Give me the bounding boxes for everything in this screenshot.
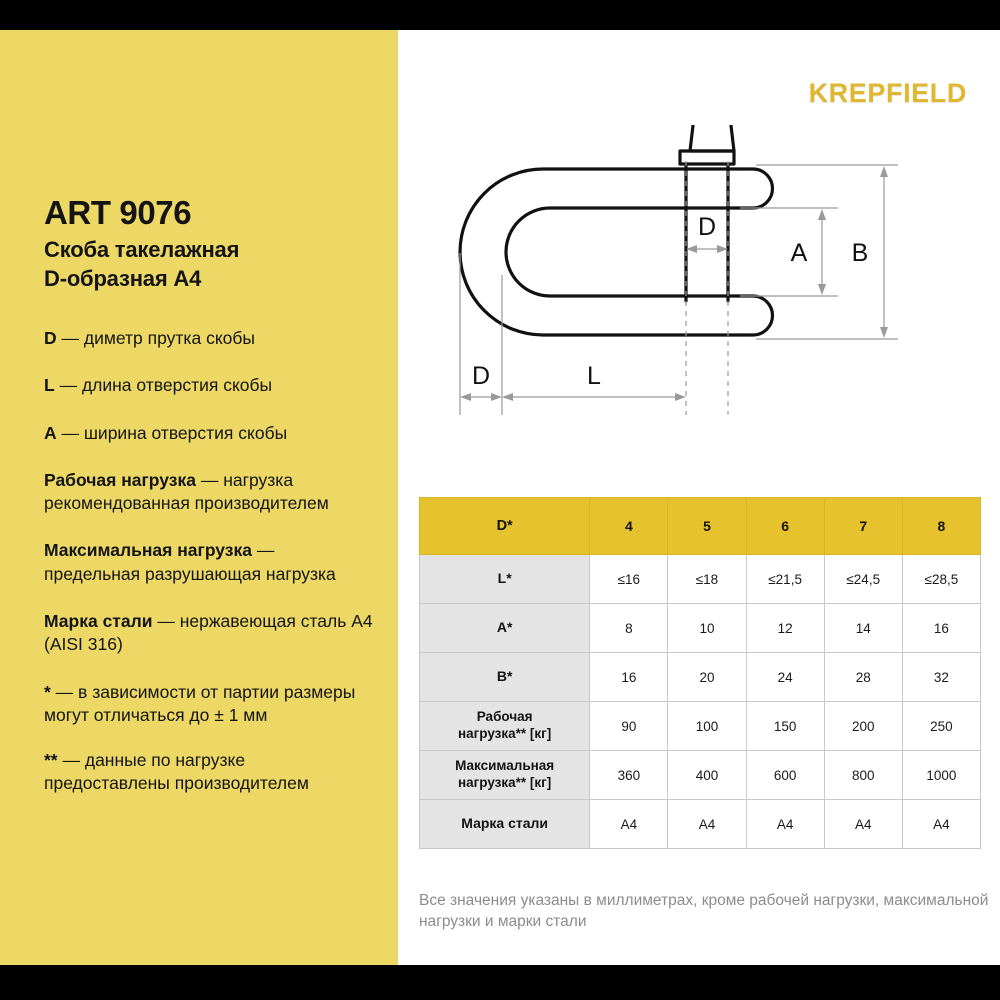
table-row xyxy=(420,555,981,604)
definition-steel-grade-key: Марка стали xyxy=(44,611,153,631)
footnote-double-asterisk-dash: — xyxy=(57,750,85,771)
definition-working-load-key: Рабочая нагрузка xyxy=(44,469,196,490)
main-panel xyxy=(398,30,1000,965)
row-label-working-load: Рабочая нагрузка** [кг] xyxy=(420,702,590,751)
definition-steel-grade-dash: — xyxy=(152,611,180,631)
cell-max-load-4: 360 xyxy=(590,751,668,800)
table-header-row xyxy=(420,498,981,555)
definition-d-text: диметр прутка скобы xyxy=(83,328,256,349)
definition-l-dash: — xyxy=(54,375,82,396)
dimension-label-a: A xyxy=(790,239,808,267)
definition-l-text: длина отверстия скобы xyxy=(81,375,273,396)
row-label-a: A* xyxy=(420,604,590,653)
table-header-cell-6: 6 xyxy=(746,498,824,555)
row-label-l: L* xyxy=(420,555,590,604)
cell-a-5: 10 xyxy=(668,604,746,653)
row-label-max-load: Максимальная нагрузка** [кг] xyxy=(420,751,590,800)
definition-max-load-key: Максимальная нагрузка xyxy=(44,540,252,561)
definition-a xyxy=(44,422,374,445)
cell-steel-grade-8: A4 xyxy=(902,800,980,849)
table-header-cell-7: 7 xyxy=(824,498,902,555)
footnote-double-asterisk-marker: ** xyxy=(44,750,58,771)
footnote-single-asterisk-dash: — xyxy=(50,681,79,702)
cell-b-4: 16 xyxy=(590,653,668,702)
letterbox-bottom xyxy=(0,965,1000,1000)
definition-max-load-dash: — xyxy=(251,540,275,561)
product-name-line1: Скоба такелажная xyxy=(44,236,240,262)
cell-a-6: 12 xyxy=(746,604,824,653)
table-body xyxy=(420,555,981,849)
cell-b-8: 32 xyxy=(902,653,980,702)
definition-d xyxy=(44,327,374,350)
sidebar-content xyxy=(44,195,374,818)
footnote-double-asterisk-text: данные по нагрузке предоставлены производителем xyxy=(44,750,309,794)
brand-logo: KREPFIELD xyxy=(808,78,967,108)
table-row xyxy=(420,653,981,702)
footnote-single-asterisk-marker: * xyxy=(44,681,51,702)
definition-working-load-text: нагрузка рекомендованная производителем xyxy=(44,469,329,514)
cell-b-7: 28 xyxy=(824,653,902,702)
cell-working-load-6: 150 xyxy=(746,702,824,751)
table-row xyxy=(420,604,981,653)
definition-a-dash: — xyxy=(56,422,84,443)
cell-working-load-5: 100 xyxy=(668,702,746,751)
page-title: ART 9076 xyxy=(44,194,192,231)
cell-working-load-4: 90 xyxy=(590,702,668,751)
content-area xyxy=(0,30,1000,965)
dimension-label-d-middle: D xyxy=(697,213,717,241)
table-header-cell-4: 4 xyxy=(590,498,668,555)
definition-working-load xyxy=(44,469,374,516)
cell-b-6: 24 xyxy=(746,653,824,702)
product-name xyxy=(44,236,374,293)
product-name-line2: D-образная A4 xyxy=(44,265,202,291)
definition-max-load xyxy=(44,539,374,586)
definition-d-key: D xyxy=(44,328,57,349)
dimension-label-d-bottom: D xyxy=(471,362,491,390)
definition-max-load-text: предельная разрушающая нагрузка xyxy=(44,563,336,584)
cell-steel-grade-6: A4 xyxy=(746,800,824,849)
table-header-cell-d: D* xyxy=(420,498,590,555)
cell-max-load-7: 800 xyxy=(824,751,902,800)
row-label-steel-grade: Марка стали xyxy=(420,800,590,849)
table-footnote: Все значения указаны в миллиметрах, кроме рабочей нагрузки, максимальной нагрузки и марки стали xyxy=(419,892,989,931)
row-label-b: B* xyxy=(420,653,590,702)
cell-max-load-6: 600 xyxy=(746,751,824,800)
cell-b-5: 20 xyxy=(668,653,746,702)
cell-l-7: ≤24,5 xyxy=(824,555,902,604)
dimension-label-b: B xyxy=(851,239,869,267)
cell-a-7: 14 xyxy=(824,604,902,653)
definition-steel-grade-text: нержавеющая сталь A4 (AISI 316) xyxy=(44,611,373,655)
table-row xyxy=(420,751,981,800)
definition-a-key: A xyxy=(44,422,57,443)
cell-max-load-8: 1000 xyxy=(902,751,980,800)
definition-d-dash: — xyxy=(56,328,84,349)
table-header-cell-5: 5 xyxy=(668,498,746,555)
cell-max-load-5: 400 xyxy=(668,751,746,800)
dimension-label-l: L xyxy=(587,362,601,390)
definition-list xyxy=(44,327,374,795)
definition-steel-grade xyxy=(44,610,374,657)
info-sidebar xyxy=(0,30,398,965)
definition-working-load-dash: — xyxy=(195,469,224,490)
definition-l-key: L xyxy=(44,375,55,396)
cell-working-load-7: 200 xyxy=(824,702,902,751)
footnote-single-asterisk xyxy=(44,681,374,728)
cell-steel-grade-4: A4 xyxy=(590,800,668,849)
cell-steel-grade-5: A4 xyxy=(668,800,746,849)
definition-l xyxy=(44,374,374,397)
table-row xyxy=(420,800,981,849)
cell-steel-grade-7: A4 xyxy=(824,800,902,849)
shackle-technical-drawing xyxy=(398,125,1000,485)
cell-l-8: ≤28,5 xyxy=(902,555,980,604)
cell-working-load-8: 250 xyxy=(902,702,980,751)
specification-table xyxy=(419,497,981,849)
footnote-double-asterisk xyxy=(44,749,374,796)
cell-l-5: ≤18 xyxy=(668,555,746,604)
cell-l-4: ≤16 xyxy=(590,555,668,604)
letterbox-top xyxy=(0,0,1000,30)
table-header-cell-8: 8 xyxy=(902,498,980,555)
cell-a-4: 8 xyxy=(590,604,668,653)
cell-a-8: 16 xyxy=(902,604,980,653)
footnote-single-asterisk-text: в зависимости от партии размеры могут отличаться до ± 1 мм xyxy=(44,681,356,725)
cell-l-6: ≤21,5 xyxy=(746,555,824,604)
table-row xyxy=(420,702,981,751)
definition-a-text: ширина отверстия скобы xyxy=(83,422,288,443)
